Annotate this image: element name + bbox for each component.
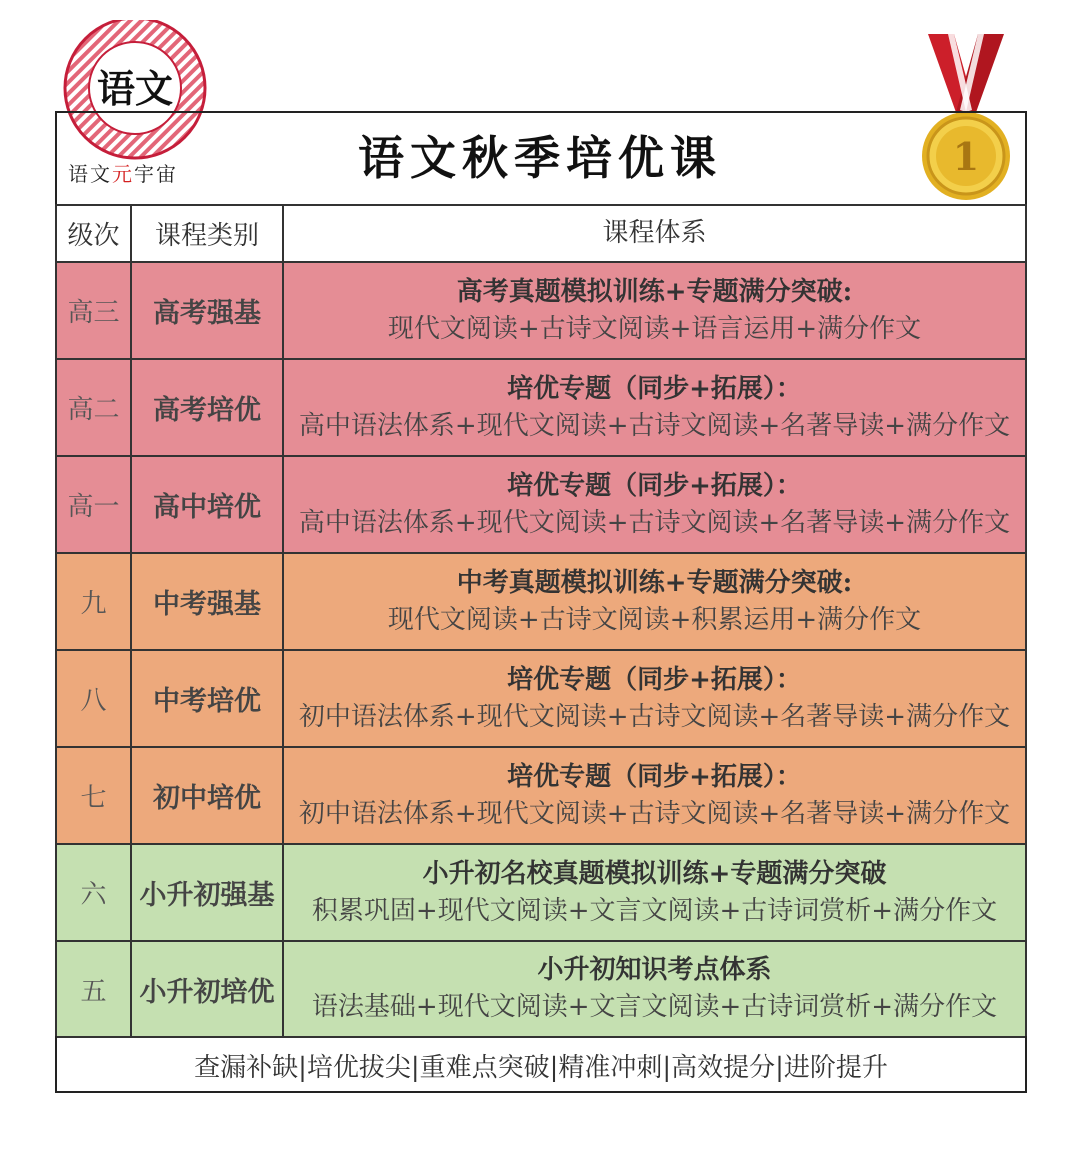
system-cell [284, 845, 1027, 940]
table-row [55, 746, 1027, 843]
category-cell: 高考培优 [132, 360, 284, 455]
medal-number: 1 [952, 134, 980, 179]
level-cell: 高三 [55, 263, 132, 358]
level-cell: 高二 [55, 360, 132, 455]
table-header-row [55, 204, 1027, 261]
system-cell [284, 748, 1027, 843]
category-cell: 高考强基 [132, 263, 284, 358]
system-sub-text: 初中语法体系+现代文阅读+古诗文阅读+名著导读+满分作文 [298, 798, 1011, 829]
system-sub-text: 积累巩固+现代文阅读+文言文阅读+古诗词赏析+满分作文 [311, 895, 998, 926]
table-row [55, 552, 1027, 649]
system-cell [284, 942, 1027, 1036]
system-sub-text: 现代文阅读+古诗文阅读+积累运用+满分作文 [387, 604, 922, 635]
system-main-text: 中考真题模拟训练+专题满分突破: [456, 567, 853, 598]
system-cell [284, 554, 1027, 649]
level-cell: 六 [55, 845, 132, 940]
footer-slogan: 查漏补缺|培优拔尖|重难点突破|精准冲刺|高效提分|进阶提升 [57, 1036, 1025, 1093]
level-cell: 八 [55, 651, 132, 746]
level-cell: 九 [55, 554, 132, 649]
column-header-system: 课程体系 [284, 206, 1027, 261]
system-cell [284, 360, 1027, 455]
system-sub-text: 高中语法体系+现代文阅读+古诗文阅读+名著导读+满分作文 [298, 507, 1011, 538]
category-cell: 初中培优 [132, 748, 284, 843]
system-sub-text: 语法基础+现代文阅读+文言文阅读+古诗词赏析+满分作文 [311, 992, 998, 1022]
system-sub-text: 现代文阅读+古诗文阅读+语言运用+满分作文 [387, 313, 922, 344]
system-main-text: 培优专题（同步+拓展）： [507, 664, 802, 695]
category-cell: 高中培优 [132, 457, 284, 552]
table-row [55, 455, 1027, 552]
column-header-category: 课程类别 [132, 206, 284, 261]
system-cell [284, 651, 1027, 746]
table-row [55, 843, 1027, 940]
table-row [55, 261, 1027, 358]
system-main-text: 高考真题模拟训练+专题满分突破: [456, 276, 853, 307]
system-main-text: 培优专题（同步+拓展）： [507, 373, 802, 404]
column-header-level: 级次 [55, 206, 132, 261]
level-cell: 高一 [55, 457, 132, 552]
system-main-text: 小升初知识考点体系 [537, 955, 772, 985]
system-sub-text: 初中语法体系+现代文阅读+古诗文阅读+名著导读+满分作文 [298, 701, 1011, 732]
logo-caption: 语文元宇宙 [68, 162, 178, 186]
level-cell: 七 [55, 748, 132, 843]
system-cell [284, 263, 1027, 358]
table-row [55, 649, 1027, 746]
page-title: 语文秋季培优课 [358, 131, 722, 185]
category-cell: 中考强基 [132, 554, 284, 649]
system-sub-text: 高中语法体系+现代文阅读+古诗文阅读+名著导读+满分作文 [298, 410, 1011, 441]
system-main-text: 培优专题（同步+拓展）： [507, 761, 802, 792]
table-row [55, 358, 1027, 455]
system-cell [284, 457, 1027, 552]
system-main-text: 小升初名校真题模拟训练+专题满分突破 [422, 858, 887, 889]
category-cell: 小升初培优 [132, 942, 284, 1036]
logo-seal-text: 语文 [96, 66, 174, 111]
category-cell: 小升初强基 [132, 845, 284, 940]
table-row [55, 940, 1027, 1036]
system-main-text: 培优专题（同步+拓展）： [507, 470, 802, 501]
category-cell: 中考培优 [132, 651, 284, 746]
level-cell: 五 [55, 942, 132, 1036]
